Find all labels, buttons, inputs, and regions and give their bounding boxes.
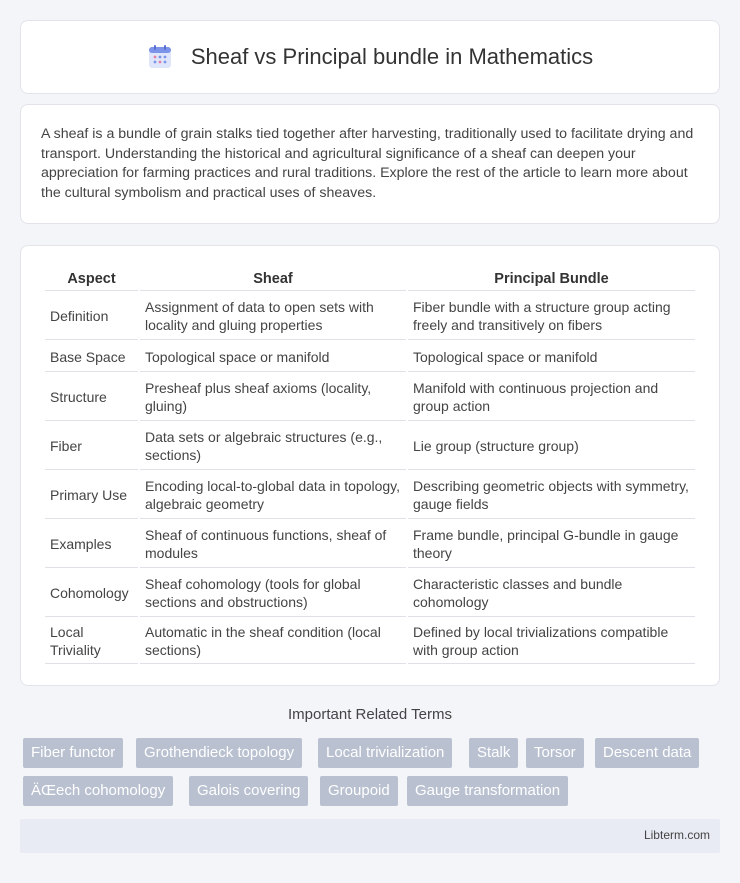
aspect-cell: Base Space [45, 342, 138, 372]
table-header-row [45, 266, 695, 291]
header-principal-bundle: Principal Bundle [408, 266, 695, 291]
principal-bundle-cell: Describing geometric objects with symmetry, gauge fields [408, 472, 695, 519]
sheaf-cell: Encoding local-to-global data in topology, algebraic geometry [140, 472, 406, 519]
aspect-cell: Structure [45, 374, 138, 421]
header-aspect: Aspect [45, 266, 138, 291]
related-term-tag[interactable]: Local trivialization [318, 738, 452, 768]
related-term-tag[interactable]: Grothendieck topology [136, 738, 302, 768]
aspect-cell: Cohomology [45, 570, 138, 617]
sheaf-cell: Sheaf of continuous functions, sheaf of modules [140, 521, 406, 568]
aspect-cell: Local Triviality [45, 619, 138, 664]
related-term-tag[interactable]: Torsor [526, 738, 584, 768]
principal-bundle-cell: Lie group (structure group) [408, 423, 695, 470]
related-term-tag[interactable]: ÄŒech cohomology [23, 776, 173, 806]
table-row [45, 570, 695, 617]
sheaf-cell: Sheaf cohomology (tools for global sections and obstructions) [140, 570, 406, 617]
principal-bundle-cell: Fiber bundle with a structure group acting freely and transitively on fibers [408, 293, 695, 340]
sheaf-cell: Assignment of data to open sets with locality and gluing properties [140, 293, 406, 340]
related-term-tag[interactable]: Stalk [469, 738, 518, 768]
principal-bundle-cell: Topological space or manifold [408, 342, 695, 372]
sheaf-cell: Data sets or algebraic structures (e.g., sections) [140, 423, 406, 470]
aspect-cell: Definition [45, 293, 138, 340]
calendar-icon [147, 44, 173, 70]
related-terms-title: Important Related Terms [288, 706, 452, 723]
table-row [45, 472, 695, 519]
header-sheaf: Sheaf [140, 266, 406, 291]
comparison-table-card [20, 245, 720, 686]
sheaf-cell: Topological space or manifold [140, 342, 406, 372]
related-term-tag[interactable]: Fiber functor [23, 738, 123, 768]
page-title: Sheaf vs Principal bundle in Mathematics [190, 44, 594, 69]
aspect-cell: Fiber [45, 423, 138, 470]
intro-text: A sheaf is a bundle of grain stalks tied together after harvesting, traditionally used to facilitate drying and transport. Understanding the historical and agricultural significance of a sheaf can deepen your appreciation for farming practices and rural traditions. Explore the rest of the article to learn more about the cultural symbolism and practical uses of sheaves. [41, 126, 694, 201]
table-row [45, 342, 695, 372]
table-row [45, 374, 695, 421]
footer [20, 819, 720, 853]
related-term-tag[interactable]: Gauge transformation [407, 776, 568, 806]
sheaf-cell: Presheaf plus sheaf axioms (locality, gluing) [140, 374, 406, 421]
table-row [45, 619, 695, 664]
related-term-tag[interactable]: Descent data [595, 738, 699, 768]
header-card [20, 20, 720, 94]
aspect-cell: Examples [45, 521, 138, 568]
sheaf-cell: Automatic in the sheaf condition (local sections) [140, 619, 406, 664]
principal-bundle-cell: Defined by local trivializations compatible with group action [408, 619, 695, 664]
table-row [45, 423, 695, 470]
aspect-cell: Primary Use [45, 472, 138, 519]
intro-card [20, 104, 720, 224]
footer-site-link[interactable]: Libterm.com [643, 828, 710, 842]
comparison-table [43, 264, 697, 666]
principal-bundle-cell: Frame bundle, principal G-bundle in gauge theory [408, 521, 695, 568]
table-row [45, 293, 695, 340]
related-term-tag[interactable]: Groupoid [320, 776, 398, 806]
table-row [45, 521, 695, 568]
principal-bundle-cell: Manifold with continuous projection and group action [408, 374, 695, 421]
related-term-tag[interactable]: Galois covering [189, 776, 308, 806]
principal-bundle-cell: Characteristic classes and bundle cohomology [408, 570, 695, 617]
